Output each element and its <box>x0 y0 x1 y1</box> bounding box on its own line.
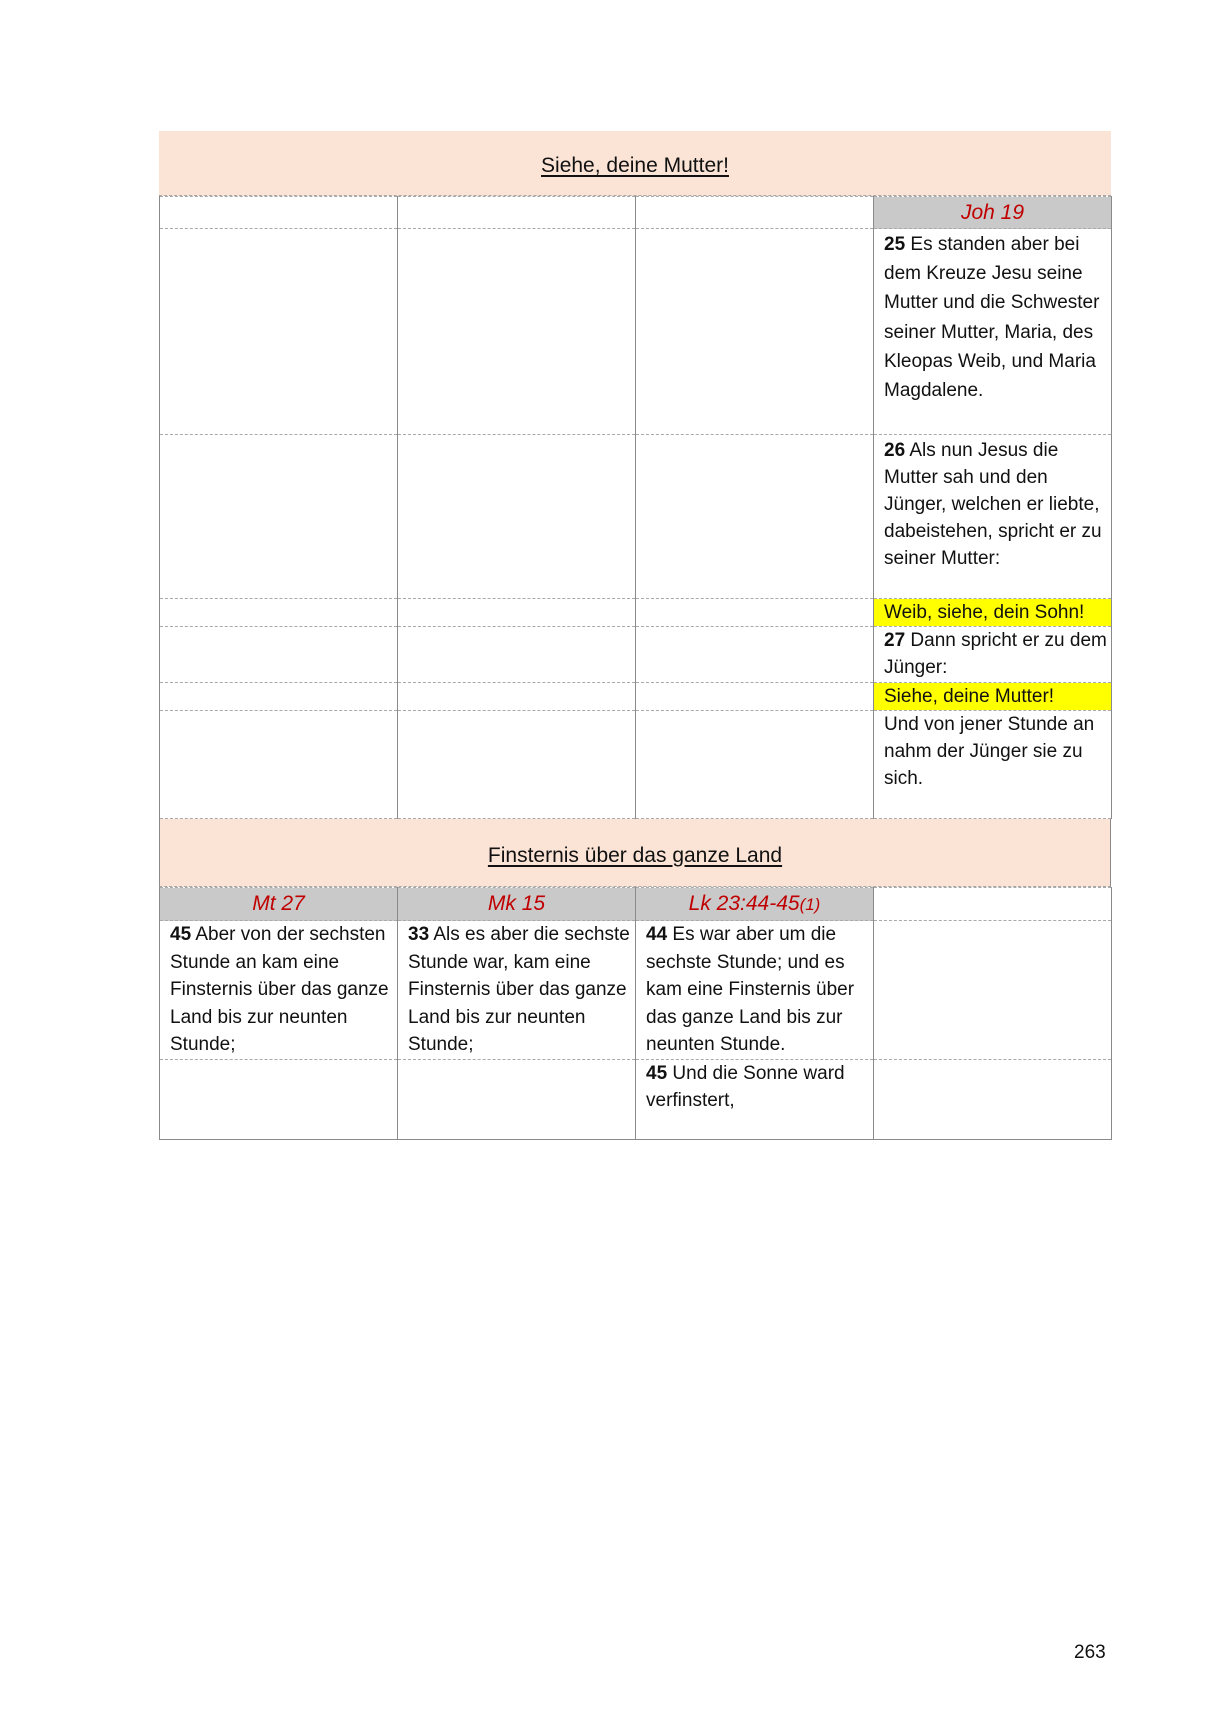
verse-number: 45 <box>646 1062 668 1084</box>
verse-number: 33 <box>408 924 430 945</box>
column-header-mt: Mt 27 <box>160 888 398 921</box>
column-header-joh: Joh 19 <box>874 197 1112 229</box>
verse-cell <box>874 229 1112 435</box>
empty-cell <box>160 1059 398 1139</box>
synopsis-page <box>159 131 1111 1140</box>
empty-cell <box>398 435 636 599</box>
empty-cell <box>636 711 874 819</box>
verse-number: 27 <box>884 630 906 651</box>
verse-text: Es standen aber bei dem Kreuze Jesu seine Mutter und die Schwester seiner Mutter, Maria, des Kleopas Weib, und Maria Magdalene. <box>884 234 1100 402</box>
empty-cell <box>398 711 636 819</box>
empty-cell <box>398 599 636 627</box>
highlighted-text: Siehe, deine Mutter! <box>874 683 1111 710</box>
empty-cell <box>636 435 874 599</box>
verse-cell <box>160 921 398 1060</box>
page-number: 263 <box>1074 1642 1106 1663</box>
empty-cell <box>160 197 398 229</box>
verse-number: 25 <box>884 234 906 255</box>
verse-cell <box>636 921 874 1060</box>
column-header-lk <box>636 888 874 921</box>
empty-cell <box>398 1059 636 1139</box>
verse-cell <box>398 921 636 1060</box>
section-title-siehe-deine-mutter <box>159 131 1111 196</box>
verse-text: Und die Sonne ward verfinstert, <box>646 1062 845 1111</box>
empty-cell <box>636 627 874 683</box>
synopsis-table-1 <box>159 196 1112 819</box>
verse-cell <box>874 627 1112 683</box>
verse-text: Es war aber um die sechste Stunde; und es kam eine Finsternis über das ganze Land bis zur neunten Stunde. <box>646 924 855 1055</box>
empty-cell <box>636 229 874 435</box>
empty-cell <box>160 435 398 599</box>
empty-cell <box>160 599 398 627</box>
verse-text: Als es aber die sechste Stunde war, kam eine Finsternis über das ganze Land bis zur neunten Stunde; <box>408 924 630 1055</box>
section-title-text: Siehe, deine Mutter! <box>541 154 729 177</box>
section-title-finsternis <box>159 819 1111 887</box>
section-title-text: Finsternis über das ganze Land <box>487 844 783 867</box>
verse-cell <box>636 1059 874 1139</box>
empty-cell <box>874 921 1112 1060</box>
verse-cell <box>874 435 1112 599</box>
verse-number: 26 <box>884 440 906 461</box>
empty-cell <box>636 683 874 711</box>
verse-text: Dann spricht er zu dem Jünger: <box>884 630 1107 678</box>
empty-cell <box>398 197 636 229</box>
verse-number: 45 <box>170 924 192 945</box>
highlighted-cell <box>874 599 1112 627</box>
empty-cell <box>398 627 636 683</box>
verse-text: Und von jener Stunde an nahm der Jünger sie zu sich. <box>884 714 1095 789</box>
column-header-mk: Mk 15 <box>398 888 636 921</box>
verse-text: Als nun Jesus die Mutter sah und den Jünger, welchen er liebte, dabeistehen, spricht er zu seiner Mutter: <box>884 440 1102 569</box>
empty-cell <box>398 683 636 711</box>
verse-cell <box>874 711 1112 819</box>
highlighted-cell <box>874 683 1112 711</box>
empty-cell <box>160 229 398 435</box>
verse-number: 44 <box>646 924 668 945</box>
synopsis-table-2 <box>159 887 1112 1140</box>
column-header-lk-ref: Lk 23:44-45 <box>688 892 800 915</box>
verse-text: Aber von der sechsten Stunde an kam eine Finsternis über das ganze Land bis zur neunten Stunde; <box>170 924 389 1055</box>
empty-cell <box>398 229 636 435</box>
empty-cell <box>160 683 398 711</box>
empty-cell <box>636 599 874 627</box>
empty-cell <box>874 888 1112 921</box>
column-header-lk-suffix: (1) <box>799 895 821 914</box>
empty-cell <box>874 1059 1112 1139</box>
highlighted-text: Weib, siehe, dein Sohn! <box>874 599 1111 626</box>
empty-cell <box>160 627 398 683</box>
empty-cell <box>636 197 874 229</box>
empty-cell <box>160 711 398 819</box>
